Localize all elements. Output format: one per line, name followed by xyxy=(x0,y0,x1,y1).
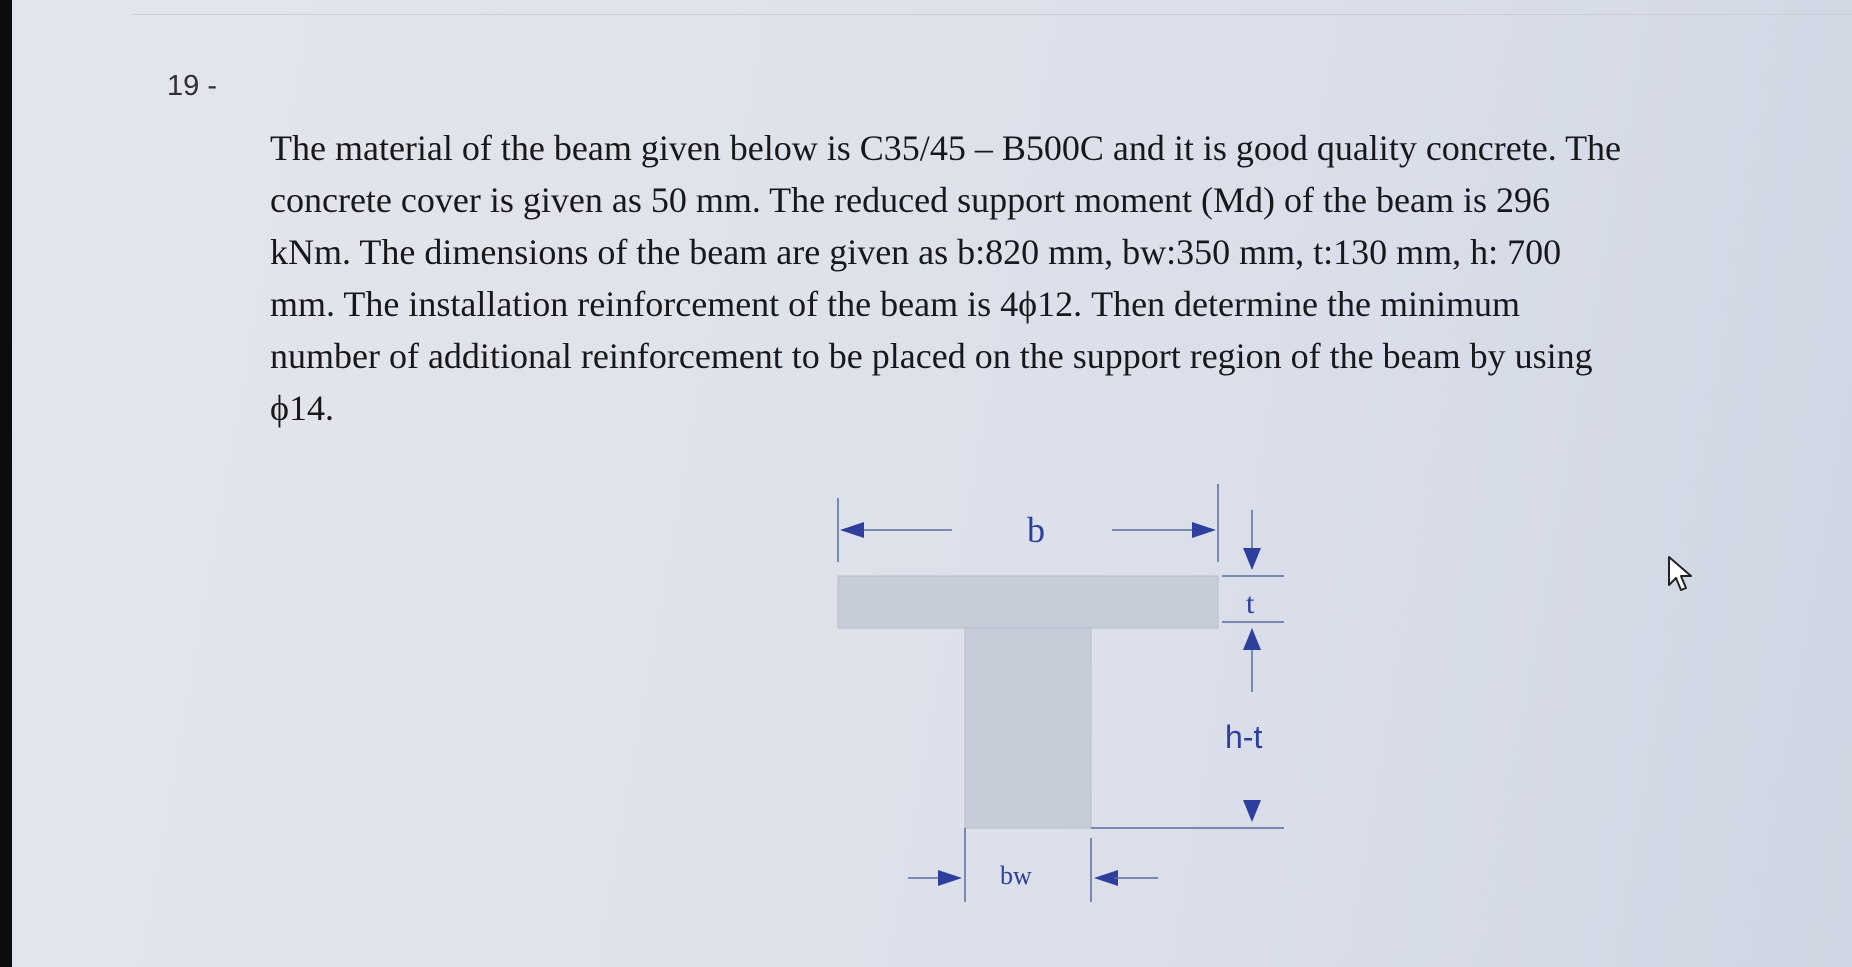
diagram-label-t: t xyxy=(1246,587,1255,620)
question-line: The material of the beam given below is C35/45 – B500C and it is good quality concrete. The xyxy=(270,128,1622,168)
question-text xyxy=(270,122,1810,434)
question-line: concrete cover is given as 50 mm. The reduced support moment (Md) of the beam is 296 xyxy=(270,180,1550,220)
mouse-pointer-icon xyxy=(1667,555,1697,595)
t-down-arrow-icon xyxy=(1243,548,1261,570)
diagram-label-b: b xyxy=(1027,510,1045,550)
t-beam-diagram xyxy=(812,470,1332,930)
t-beam-web xyxy=(965,628,1091,828)
diagram-label-h-t: h-t xyxy=(1225,719,1263,755)
b-arrow-right-icon xyxy=(1192,522,1216,538)
b-arrow-left-icon xyxy=(840,522,864,538)
question-number: 19 - xyxy=(167,70,217,102)
t-up-arrow-icon xyxy=(1243,628,1261,650)
diagram-label-bw: bw xyxy=(1000,861,1032,890)
bw-arrow-left-icon xyxy=(938,870,962,886)
question-line: ϕ14. xyxy=(270,388,334,428)
t-beam-flange xyxy=(838,576,1218,628)
question-line: kNm. The dimensions of the beam are given as b:820 mm, bw:350 mm, t:130 mm, h: 700 xyxy=(270,232,1562,272)
top-divider xyxy=(132,14,1852,15)
h-t-down-arrow-icon xyxy=(1243,800,1261,822)
question-line: mm. The installation reinforcement of the beam is 4ϕ12. Then determine the minimum xyxy=(270,284,1520,324)
screen xyxy=(12,0,1852,967)
question-line: number of additional reinforcement to be placed on the support region of the beam by using xyxy=(270,336,1593,376)
